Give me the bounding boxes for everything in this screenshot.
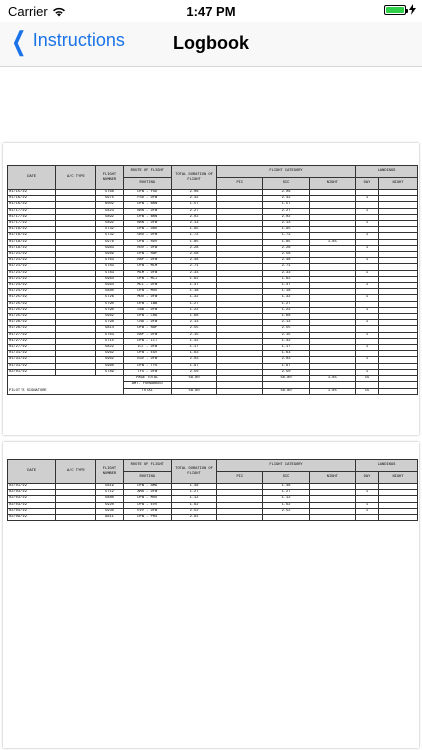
header-date: DATE <box>8 166 56 190</box>
cell-routing: MOU - DFW <box>123 295 171 301</box>
cell-duration: 2.06 <box>171 190 216 196</box>
status-bar <box>0 0 422 22</box>
cell-routing: DFW - BRN <box>123 214 171 220</box>
cell-routing: FSD - DFW <box>123 196 171 202</box>
total-night: 1.85 <box>309 388 355 394</box>
cell-flight-number: 5712 <box>96 490 123 496</box>
cell-date: 01/18/19 <box>8 227 56 233</box>
cell-night <box>309 515 355 521</box>
cell-date: 01/21/19 <box>8 258 56 264</box>
cell-flight-number: 5962 <box>96 314 123 320</box>
cell-duration: 1.32 <box>171 295 216 301</box>
header-total-duration: TOTAL DURATION OF FLIGHT <box>171 166 216 190</box>
cell-date: 01/27/19 <box>8 345 56 351</box>
cell-date: 02/01/19 <box>8 484 56 490</box>
cell-date: 01/21/19 <box>8 252 56 258</box>
cell-routing: DFW - RAP <box>123 252 171 258</box>
cell-sic: 2.48 <box>263 258 309 264</box>
cell-routing: DFW - CHA <box>123 314 171 320</box>
cell-duration: 1.85 <box>171 239 216 245</box>
cell-landing-day: 1 <box>355 307 378 313</box>
cell-routing: ICT - DFW <box>123 345 171 351</box>
cell-landing-day: 1 <box>355 283 378 289</box>
cell-sic <box>263 515 309 521</box>
logbook-page-1 <box>3 143 419 435</box>
battery-fill <box>386 7 404 13</box>
cell-routing: AMA - DFW <box>123 490 171 496</box>
header-total-duration: TOTAL DURATION OF FLIGHT <box>171 460 216 484</box>
cell-duration: 1.18 <box>171 289 216 295</box>
total-landing-night <box>379 388 418 394</box>
header-landing-night: NIGHT <box>379 178 418 190</box>
cell-duration: 2.33 <box>171 270 216 276</box>
cell-landing-day: 1 <box>355 508 378 514</box>
cell-sic: 2.33 <box>263 270 309 276</box>
cell-duration: 2.52 <box>171 508 216 514</box>
header-flight-number: FLIGHT NUMBER <box>96 460 123 484</box>
cell-routing: DFW - FSD <box>123 190 171 196</box>
total-label: TOTAL <box>123 388 171 394</box>
cell-flight-number: 9811 <box>96 515 123 521</box>
cell-flight-number: 5960 <box>96 363 123 369</box>
cell-duration: 2.03 <box>171 357 216 363</box>
cell-duration: 1.62 <box>171 502 216 508</box>
cell-date: 01/21/19 <box>8 270 56 276</box>
cell-sic: 2.55 <box>263 326 309 332</box>
cell-sic: 2.03 <box>263 357 309 363</box>
header-sic: SIC <box>263 472 309 484</box>
cell-sic: 1.32 <box>263 295 309 301</box>
cell-date: 01/15/19 <box>8 190 56 196</box>
cell-routing: EGV - DFW <box>123 357 171 363</box>
total-duration: 58.80 <box>171 388 216 394</box>
cell-flight-number: 5823 <box>96 208 123 214</box>
cell-flight-number: 6002 <box>96 202 123 208</box>
cell-duration: 2.50 <box>171 369 216 375</box>
cell-duration: 1.47 <box>171 283 216 289</box>
cell-duration: 2.82 <box>171 515 216 521</box>
total-sic: 58.80 <box>263 388 309 394</box>
header-route-of-flight: ROUTE OF FLIGHT <box>123 460 171 472</box>
cell-flight-number: 5783 <box>96 264 123 270</box>
header-ac-type: A/C TYPE <box>56 166 96 190</box>
cell-landing-day: 1 <box>355 258 378 264</box>
pdf-viewer[interactable] <box>0 67 422 750</box>
cell-sic: 2.50 <box>263 369 309 375</box>
cell-flight-number: 5798 <box>96 320 123 326</box>
cell-routing: DFW - MOU <box>123 289 171 295</box>
cell-routing: RAP - DFW <box>123 258 171 264</box>
page-title: Logbook <box>173 33 249 53</box>
amt-forwarded-label: AMT. FORWARDED <box>123 382 171 388</box>
page-total-sic: 58.80 <box>263 376 309 382</box>
cell-date: 01/25/19 <box>8 307 56 313</box>
cell-sic: 2.15 <box>263 332 309 338</box>
header-routing: ROUTING <box>123 472 171 484</box>
cell-flight-number: 5732 <box>96 233 123 239</box>
cell-sic: 1.62 <box>263 276 309 282</box>
cell-sic: 1.12 <box>263 496 309 502</box>
cell-routing: DFW - MOU <box>123 496 171 502</box>
cell-routing: DFW - BRN <box>123 202 171 208</box>
header-flight-category: FLIGHT CATEGORY <box>217 460 356 472</box>
cell-date: 01/24/19 <box>8 283 56 289</box>
header-route-of-flight: ROUTE OF FLIGHT <box>123 166 171 178</box>
header-pic: PIC <box>217 472 263 484</box>
cell-duration: 1.57 <box>171 202 216 208</box>
cell-flight-number: 5768 <box>96 190 123 196</box>
cell-sic: 1.27 <box>263 490 309 496</box>
cell-flight-number: 5892 <box>96 221 123 227</box>
header-landings: LANDINGS <box>355 166 417 178</box>
cell-routing: DFW - MLM <box>123 264 171 270</box>
cell-duration: 1.72 <box>171 233 216 239</box>
chevron-left-icon: ❮ <box>11 25 27 56</box>
cell-sic: 1.27 <box>263 301 309 307</box>
cell-flight-number: 5789 <box>96 369 123 375</box>
cell-flight-number: 5715 <box>96 338 123 344</box>
cell-routing: TYS - DFW <box>123 369 171 375</box>
cell-sic: 2.52 <box>263 508 309 514</box>
pilot-signature-label: PILOT'S SIGNATURE <box>8 376 124 395</box>
cell-landing-day: 1 <box>355 295 378 301</box>
cell-routing: DFW - EVV <box>123 502 171 508</box>
cell-pic <box>217 515 263 521</box>
cell-duration: 1.95 <box>171 227 216 233</box>
cell-routing: RAP - DFW <box>123 332 171 338</box>
cell-flight-number: 5962 <box>96 357 123 363</box>
cell-duration: 1.22 <box>171 307 216 313</box>
cell-landing-day: 1 <box>355 502 378 508</box>
cell-date: 01/16/19 <box>8 202 56 208</box>
cell-landing-day: 1 <box>355 369 378 375</box>
cell-flight-number: 5763 <box>96 332 123 338</box>
logbook-table-1 <box>7 165 418 395</box>
cell-landing-day: 1 <box>355 208 378 214</box>
cell-flight-number: 5814 <box>96 326 123 332</box>
page-total-night: 1.85 <box>309 376 355 382</box>
cell-routing: DFW - TYS <box>123 363 171 369</box>
cell-flight-number: 5892 <box>96 214 123 220</box>
cell-routing: BRN - DFW <box>123 208 171 214</box>
cell-routing: BRN - DFW <box>123 221 171 227</box>
status-right <box>384 4 416 15</box>
cell-date: 01/17/19 <box>8 221 56 227</box>
cell-duration: 1.12 <box>171 496 216 502</box>
cell-routing: DFW - EGV <box>123 351 171 357</box>
cell-flight-number: 5964 <box>96 276 123 282</box>
cell-sic: 1.85 <box>263 239 309 245</box>
cell-duration: 1.68 <box>171 314 216 320</box>
cell-sic: 2.58 <box>263 252 309 258</box>
cell-duration: 2.55 <box>171 326 216 332</box>
cell-flight-number: 5880 <box>96 496 123 502</box>
cell-date: 01/24/19 <box>8 289 56 295</box>
header-routing: ROUTING <box>123 178 171 190</box>
status-time: 1:47 PM <box>186 4 236 19</box>
cell-routing: DFW - PHX <box>123 515 171 521</box>
charging-bolt-icon <box>409 4 416 15</box>
cell-duration: 1.97 <box>171 363 216 369</box>
cell-date: 01/16/19 <box>8 196 56 202</box>
cell-routing: DFW - ICT <box>123 338 171 344</box>
cell-date: 01/27/19 <box>8 338 56 344</box>
cell-date: 01/25/19 <box>8 295 56 301</box>
cell-flight-number: 5819 <box>96 484 123 490</box>
cell-date: 01/25/19 <box>8 314 56 320</box>
cell-flight-number: 5732 <box>96 227 123 233</box>
cell-date: 01/31/19 <box>8 357 56 363</box>
cell-duration: 1.27 <box>171 490 216 496</box>
total-pic <box>217 388 263 394</box>
cell-flight-number: 5964 <box>96 283 123 289</box>
cell-duration: 2.15 <box>171 332 216 338</box>
cell-date: 01/31/19 <box>8 351 56 357</box>
cell-sic: 2.71 <box>263 264 309 270</box>
cell-routing: DFW - RDV <box>123 239 171 245</box>
cell-routing: DFW - GRO <box>123 227 171 233</box>
total-day: 15 <box>355 388 378 394</box>
cell-date: 01/18/19 <box>8 239 56 245</box>
cell-flight-number: 5975 <box>96 196 123 202</box>
cell-flight-number: 5930 <box>96 508 123 514</box>
cell-flight-number: 5920 <box>96 502 123 508</box>
logbook-table-2 <box>7 459 418 521</box>
cell-sic: 1.22 <box>263 307 309 313</box>
cell-landing-day <box>355 515 378 521</box>
logbook-page-2 <box>3 442 419 748</box>
cell-flight-number: 5962 <box>96 351 123 357</box>
cell-routing: DFW - MCI <box>123 276 171 282</box>
cell-routing: MCI - DFW <box>123 283 171 289</box>
cell-routing: MLM - DFW <box>123 270 171 276</box>
cell-date: 01/17/19 <box>8 208 56 214</box>
cell-date: 02/04/19 <box>8 508 56 514</box>
cell-routing: DFW - AMA <box>123 484 171 490</box>
cell-sic: 1.48 <box>263 484 309 490</box>
cell-routing: DFW - RAP <box>123 326 171 332</box>
cell-date: 01/19/19 <box>8 245 56 251</box>
cell-sic: 2.13 <box>263 221 309 227</box>
cell-date: 01/17/19 <box>8 214 56 220</box>
cell-flight-number: 5726 <box>96 295 123 301</box>
cell-duration: 2.71 <box>171 264 216 270</box>
cell-landing-day: 1 <box>355 490 378 496</box>
cell-night: 1.85 <box>309 239 355 245</box>
carrier-label: Carrier <box>8 4 48 19</box>
cell-date: 02/03/19 <box>8 502 56 508</box>
cell-landing-day: 1 <box>355 345 378 351</box>
cell-date: 01/18/19 <box>8 233 56 239</box>
cell-duration: 2.13 <box>171 320 216 326</box>
cell-duration: 1.17 <box>171 345 216 351</box>
cell-routing: GRO - DFW <box>123 233 171 239</box>
header-pic: PIC <box>217 178 263 190</box>
page-total-day: 15 <box>355 376 378 382</box>
cell-date: 02/03/19 <box>8 496 56 502</box>
cell-sic: 2.02 <box>263 214 309 220</box>
cell-flight-number: 5783 <box>96 270 123 276</box>
cell-sic: 1.57 <box>263 202 309 208</box>
cell-sic: 1.63 <box>263 351 309 357</box>
cell-sic: 1.62 <box>263 502 309 508</box>
header-landing-day: DAY <box>355 178 378 190</box>
header-night: NIGHT <box>309 472 355 484</box>
cell-flight-number: 5983 <box>96 245 123 251</box>
cell-landing-day: 1 <box>355 270 378 276</box>
header-landing-night: NIGHT <box>379 472 418 484</box>
header-flight-number: FLIGHT NUMBER <box>96 166 123 190</box>
cell-flight-number: 5790 <box>96 307 123 313</box>
cell-date: 01/27/19 <box>8 332 56 338</box>
cell-date: 02/01/19 <box>8 369 56 375</box>
cell-routing: DFW - LBB <box>123 301 171 307</box>
cell-duration: 1.62 <box>171 276 216 282</box>
cell-date: 01/26/19 <box>8 326 56 332</box>
cell-duration: 2.42 <box>171 196 216 202</box>
header-landings: LANDINGS <box>355 460 417 472</box>
cell-duration: 2.27 <box>171 208 216 214</box>
cell-sic: 1.97 <box>263 363 309 369</box>
cell-routing: EVV - DFW <box>123 508 171 514</box>
header-night: NIGHT <box>309 178 355 190</box>
cell-routing: RDV - DFW <box>123 245 171 251</box>
cell-duration: 2.58 <box>171 252 216 258</box>
cell-routing: LBB - DFW <box>123 307 171 313</box>
cell-date: 01/31/19 <box>8 363 56 369</box>
cell-landing-day: 1 <box>355 320 378 326</box>
header-ac-type: A/C TYPE <box>56 460 96 484</box>
header-flight-category: FLIGHT CATEGORY <box>217 166 356 178</box>
cell-duration: 2.13 <box>171 221 216 227</box>
cell-duration: 1.48 <box>171 484 216 490</box>
cell-sic: 2.13 <box>263 320 309 326</box>
cell-sic: 2.28 <box>263 245 309 251</box>
cell-landing-day: 1 <box>355 245 378 251</box>
cell-duration: 1.42 <box>171 338 216 344</box>
cell-sic: 1.18 <box>263 289 309 295</box>
header-sic: SIC <box>263 178 309 190</box>
cell-flight-number: 5969 <box>96 252 123 258</box>
cell-duration: 2.02 <box>171 214 216 220</box>
cell-landing-day: 1 <box>355 233 378 239</box>
cell-landing-day: 1 <box>355 357 378 363</box>
header-date: DATE <box>8 460 56 484</box>
cell-sic: 1.42 <box>263 338 309 344</box>
cell-date: 02/09/19 <box>8 515 56 521</box>
cell-flight-number: 5976 <box>96 239 123 245</box>
cell-flight-number: 5790 <box>96 301 123 307</box>
table-row <box>8 515 418 521</box>
cell-sic: 1.68 <box>263 314 309 320</box>
cell-sic: 2.27 <box>263 208 309 214</box>
cell-landing-day: 1 <box>355 221 378 227</box>
cell-sic: 1.95 <box>263 227 309 233</box>
cell-flight-number: 5763 <box>96 258 123 264</box>
cell-sic: 1.47 <box>263 283 309 289</box>
cell-ac-type <box>56 515 96 521</box>
cell-duration: 1.63 <box>171 351 216 357</box>
cell-date: 01/25/19 <box>8 301 56 307</box>
cell-routing: CHA - DFW <box>123 320 171 326</box>
cell-flight-number: 5822 <box>96 345 123 351</box>
cell-duration: 2.48 <box>171 258 216 264</box>
cell-flight-number: 5880 <box>96 289 123 295</box>
page-total-duration: 58.80 <box>171 376 216 382</box>
cell-sic: 1.72 <box>263 233 309 239</box>
cell-sic: 2.42 <box>263 196 309 202</box>
cell-landing-night <box>379 515 418 521</box>
navigation-bar <box>0 22 422 67</box>
cell-date: 01/21/19 <box>8 264 56 270</box>
header-landing-day: DAY <box>355 472 378 484</box>
back-button-label: Instructions <box>32 30 125 50</box>
cell-landing-day: 1 <box>355 332 378 338</box>
battery-icon <box>384 5 406 15</box>
cell-duration: 1.27 <box>171 301 216 307</box>
cell-landing-day: 1 <box>355 196 378 202</box>
cell-sic: 2.06 <box>263 190 309 196</box>
cell-duration: 2.28 <box>171 245 216 251</box>
cell-date: 02/03/19 <box>8 490 56 496</box>
cell-date: 01/26/19 <box>8 320 56 326</box>
page-total-label: PAGE TOTAL <box>123 376 171 382</box>
cell-date: 01/21/19 <box>8 276 56 282</box>
cell-sic: 1.17 <box>263 345 309 351</box>
